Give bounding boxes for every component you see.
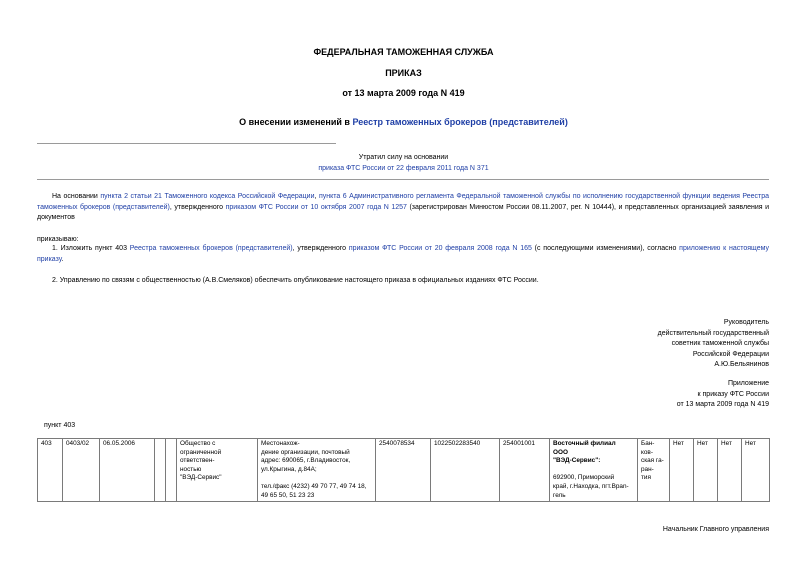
table-row <box>38 439 770 502</box>
p2-text-4: . <box>61 255 64 263</box>
cell-branch <box>550 439 638 502</box>
address-line: ул.Крыгина, д.84А; <box>261 465 317 473</box>
appendix-line: от 13 марта 2009 года N 419 <box>676 401 769 408</box>
appendix-line: Приложение <box>727 380 769 387</box>
divider-short <box>37 143 336 144</box>
p2-text-2: , утвержденного <box>292 245 349 252</box>
cell-kpp: 254001001 <box>500 439 550 502</box>
p1-text-4: (зарегистрирован Минюстом России 08.11.2007, рег. N 10444), и представленных организацией заявления и документов <box>37 203 769 221</box>
address-spacer <box>261 474 372 483</box>
table-caption: пункт 403 <box>44 422 76 429</box>
order-word: приказываю: <box>37 236 79 243</box>
cell-no: Нет <box>742 439 770 502</box>
branch-line: гель <box>553 491 566 499</box>
p1-text-2: , <box>314 193 319 200</box>
signature-line: действительный государственный <box>657 329 769 337</box>
title-link-registry[interactable]: Реестр таможенных брокеров (представителей) <box>352 117 568 127</box>
cell-address <box>258 439 376 502</box>
link-registry[interactable]: Реестра таможенных брокеров (представителей) <box>129 245 293 252</box>
org-line: ограниченной <box>180 448 222 456</box>
paragraph-basis <box>37 192 769 224</box>
registry-table <box>37 438 770 502</box>
link-customs-code[interactable]: пункта 2 статьи 21 Таможенного кодекса Российской Федерации <box>100 193 315 200</box>
bank-line: ская га- <box>641 457 664 465</box>
cell-number: 403 <box>38 439 63 502</box>
signature-line: Российской Федерации <box>692 350 769 358</box>
address-line: Местонахож- <box>261 440 300 447</box>
paragraph-item-1 <box>37 244 769 265</box>
link-appendix[interactable]: приложению к настоящему приказу <box>37 245 769 263</box>
org-line: Общество с <box>180 440 216 447</box>
signature-line: А.Ю.Бельянинов <box>714 361 769 368</box>
cell-inn: 2540078534 <box>376 439 431 502</box>
agency-name: ФЕДЕРАЛЬНАЯ ТАМОЖЕННАЯ СЛУЖБА <box>313 47 494 57</box>
cell-empty <box>166 439 177 502</box>
branch-title-line: "ВЭД-Сервис": <box>553 457 601 465</box>
status-note-text: Утратил силу на основании <box>358 154 449 161</box>
appendix-line: к приказу ФТС России <box>697 390 769 398</box>
cell-date: 06.05.2006 <box>100 439 155 502</box>
appendix-block <box>500 379 769 411</box>
cell-organization <box>177 439 258 502</box>
p1-text-1: На основании <box>52 193 101 200</box>
cell-empty <box>155 439 166 502</box>
bank-line: Бан- <box>641 440 655 447</box>
cell-no: Нет <box>694 439 718 502</box>
p1-text-3: , утвержденного <box>169 203 226 211</box>
signature-block <box>500 318 769 371</box>
cell-ogrn: 1022502283540 <box>431 439 500 502</box>
branch-title-line: ООО <box>553 448 568 456</box>
paragraph-item-2: 2. Управлению по связям с общественностью (А.В.Смеляков) обеспечить опубликование настоящего приказа в официальных изданиях ФТС России. <box>52 277 539 284</box>
branch-line: 692900, Приморский <box>553 474 615 482</box>
p2-text-3: (с последующими изменениями), согласно <box>531 245 680 252</box>
bank-line: ков- <box>641 448 653 456</box>
cell-no: Нет <box>670 439 694 502</box>
p2-text-1: 1. Изложить пункт 403 <box>52 245 130 252</box>
bank-line: ран- <box>641 465 654 473</box>
org-line: "ВЭД-Сервис" <box>180 474 222 482</box>
status-note-link[interactable]: приказа ФТС России от 22 февраля 2011 года N 371 <box>318 165 489 172</box>
bank-line: тия <box>641 474 651 482</box>
footer-line: Начальник Главного управления <box>662 526 769 533</box>
divider-full <box>37 179 769 180</box>
address-line: 49 65 50, 51 23 23 <box>261 491 315 499</box>
address-line: тел./факс (4232) 49 70 77, 49 74 18, <box>261 482 367 490</box>
org-line: ностью <box>180 465 202 473</box>
cell-code: 0403/02 <box>63 439 100 502</box>
address-line: адрес: 690065, г.Владивосток, <box>261 457 351 465</box>
document-type: ПРИКАЗ <box>385 68 422 78</box>
signature-line: советник таможенной службы <box>671 340 769 347</box>
org-line: ответствен- <box>180 457 215 465</box>
cell-no: Нет <box>718 439 742 502</box>
title-prefix: О внесении изменений в <box>239 117 353 127</box>
signature-line: Руководитель <box>723 319 769 326</box>
document-date: от 13 марта 2009 года N 419 <box>342 88 465 98</box>
branch-title-line: Восточный филиал <box>553 440 616 447</box>
document-title <box>0 117 807 127</box>
address-line: дение организации, почтовый <box>261 448 350 456</box>
cell-bank-guarantee <box>638 439 670 502</box>
link-admin-regulation[interactable]: пункта 6 Административного регламента Федеральной таможенной службы по исполнению государственной функции ведения Реестра таможенных брокеров (представителей) <box>37 193 770 211</box>
link-order-1257[interactable]: приказом ФТС России от 10 октября 2007 года N 1257 <box>225 203 407 211</box>
link-order-165[interactable]: приказом ФТС России от 20 февраля 2008 года N 165 <box>348 245 532 252</box>
branch-line: край, г.Находка, пгт.Врan- <box>553 482 629 490</box>
